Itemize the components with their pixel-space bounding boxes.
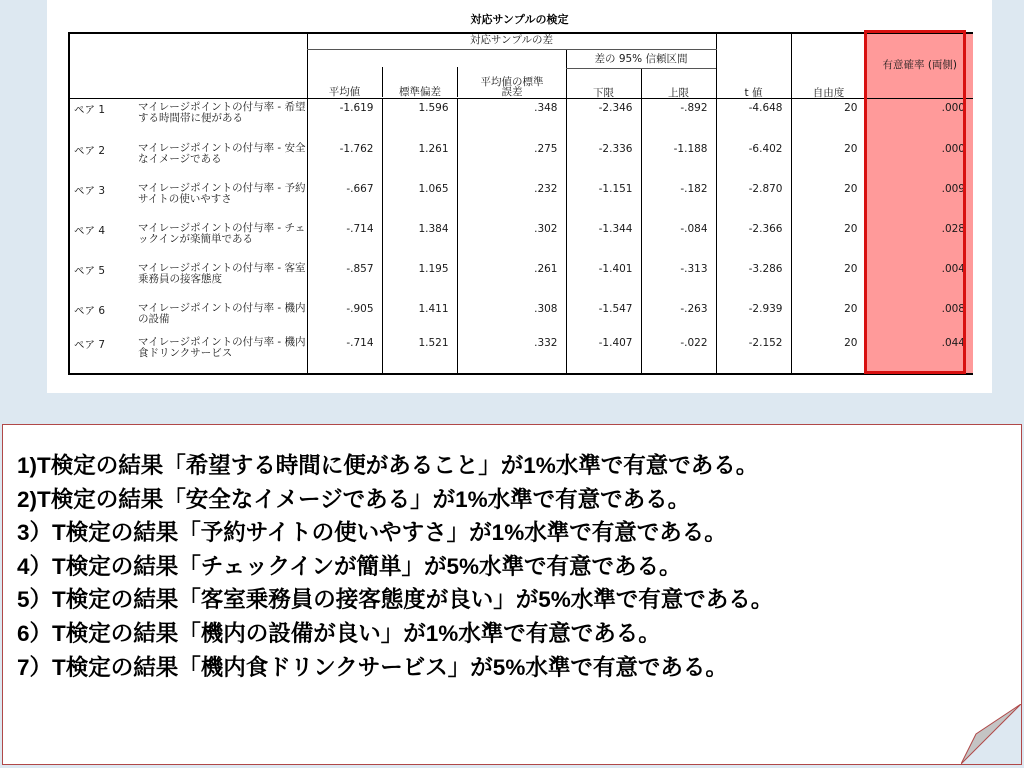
t-value-cell: -2.366 (716, 220, 791, 260)
t-value-cell: -4.648 (716, 98, 791, 140)
sd-cell: 1.521 (382, 334, 457, 375)
pair-label: ペア 6 (74, 305, 106, 317)
upper-header: 上限 (641, 68, 716, 98)
upper-cell: -.263 (641, 300, 716, 334)
table-body (68, 98, 973, 375)
conclusion-note (2, 424, 1022, 765)
t-value-cell: -2.939 (716, 300, 791, 334)
upper-cell: -.182 (641, 180, 716, 220)
sd-header: 標準偏差 (382, 67, 457, 97)
pair-description: マイレージポイントの付与率 - チェックインが楽簡単である (138, 222, 306, 245)
sd-cell: 1.195 (382, 260, 457, 300)
conclusion-item: 4）T検定の結果「チェックインが簡単」が5%水準で有意である。 (17, 553, 682, 579)
sd-cell: 1.261 (382, 140, 457, 180)
conclusion-item: 7）T検定の結果「機内食ドリンクサービス」が5%水準で有意である。 (17, 654, 728, 680)
sig-cell: .004 (866, 260, 973, 300)
df-cell: 20 (791, 98, 866, 140)
t-value-cell: -3.286 (716, 260, 791, 300)
df-cell: 20 (791, 180, 866, 220)
table-row (68, 98, 973, 140)
sig-cell: .008 (866, 300, 973, 334)
mean-cell: -.667 (307, 180, 382, 220)
page-curl-icon (961, 704, 1021, 764)
mean-cell: -1.762 (307, 140, 382, 180)
ci-header: 差の 95% 信頼区間 (566, 49, 716, 68)
t-value-header: t 値 (716, 32, 791, 98)
sd-cell: 1.411 (382, 300, 457, 334)
conclusion-item: 6）T検定の結果「機内の設備が良い」が1%水準で有意である。 (17, 620, 661, 646)
pair-label: ペア 2 (74, 145, 106, 157)
t-value-cell: -2.870 (716, 180, 791, 220)
t-value-cell: -2.152 (716, 334, 791, 375)
pair-label: ペア 3 (74, 185, 106, 197)
table-title: 対応サンプルの検定 (470, 13, 569, 26)
mean-cell: -.857 (307, 260, 382, 300)
se-cell: .332 (457, 334, 566, 375)
lower-cell: -1.401 (566, 260, 641, 300)
df-header: 自由度 (791, 32, 866, 98)
upper-cell: -.084 (641, 220, 716, 260)
se-cell: .302 (457, 220, 566, 260)
conclusion-item: 2)T検定の結果「安全なイメージである」が1%水準で有意である。 (17, 486, 691, 512)
upper-cell: -.313 (641, 260, 716, 300)
lower-cell: -1.151 (566, 180, 641, 220)
pair-description: マイレージポイントの付与率 - 安全なイメージである (138, 142, 306, 165)
stats-subheaders (307, 68, 566, 98)
conclusion-item: 1)T検定の結果「希望する時間に便があること」が1%水準で有意である。 (17, 453, 759, 478)
upper-cell: -.892 (641, 98, 716, 140)
lower-cell: -2.346 (566, 98, 641, 140)
pair-description: マイレージポイントの付与率 - 機内の設備 (138, 302, 306, 325)
sig-header: 有意確率 (両側) (866, 32, 973, 98)
sd-cell: 1.065 (382, 180, 457, 220)
se-header: 平均値の標準誤差 (457, 67, 566, 97)
lower-cell: -2.336 (566, 140, 641, 180)
se-cell: .308 (457, 300, 566, 334)
pair-label: ペア 1 (74, 103, 106, 116)
mean-cell: -.714 (307, 220, 382, 260)
se-cell: .232 (457, 180, 566, 220)
lower-header: 下限 (566, 68, 641, 98)
df-cell: 20 (791, 220, 866, 260)
table-row (68, 140, 973, 180)
sig-cell: .009 (866, 180, 973, 220)
upper-cell: -.022 (641, 334, 716, 375)
sig-cell: .044 (866, 334, 973, 375)
se-cell: .275 (457, 140, 566, 180)
sig-cell: .000 (866, 140, 973, 180)
pair-description: マイレージポイントの付与率 - 希望する時間帯に便がある (138, 100, 306, 124)
conclusion-item: 3）T検定の結果「予約サイトの使いやすさ」が1%水準で有意である。 (17, 520, 727, 546)
pair-label: ペア 4 (74, 225, 106, 237)
se-cell: .261 (457, 260, 566, 300)
table-row (68, 260, 973, 300)
lower-cell: -1.547 (566, 300, 641, 334)
se-cell: .348 (457, 98, 566, 140)
df-cell: 20 (791, 334, 866, 375)
mean-cell: -.714 (307, 334, 382, 375)
row-label-header (68, 32, 307, 98)
upper-cell: -1.188 (641, 140, 716, 180)
pair-label: ペア 7 (74, 339, 106, 351)
mean-cell: -1.619 (307, 98, 382, 140)
sig-cell: .000 (866, 98, 973, 140)
lower-cell: -1.344 (566, 220, 641, 260)
mean-header: 平均値 (328, 86, 361, 98)
pair-description: マイレージポイントの付与率 - 予約サイトの使いやすさ (138, 182, 306, 205)
table-row (68, 220, 973, 260)
conclusion-list (17, 449, 773, 684)
conclusion-item: 5）T検定の結果「客室乗務員の接客態度が良い」が5%水準で有意である。 (17, 587, 774, 613)
pair-description: マイレージポイントの付与率 - 客室乗務員の接客態度 (138, 262, 306, 285)
lower-cell: -1.407 (566, 334, 641, 375)
paired-differences-header: 対応サンプルの差 (307, 32, 716, 49)
table-row (68, 180, 973, 220)
df-cell: 20 (791, 300, 866, 334)
sd-cell: 1.596 (382, 98, 457, 140)
sig-cell: .028 (866, 220, 973, 260)
pair-label: ペア 5 (74, 265, 106, 277)
t-value-cell: -6.402 (716, 140, 791, 180)
sd-cell: 1.384 (382, 220, 457, 260)
pair-description: マイレージポイントの付与率 - 機内食ドリンクサービス (138, 336, 306, 359)
df-cell: 20 (791, 140, 866, 180)
mean-cell: -.905 (307, 300, 382, 334)
df-cell: 20 (791, 260, 866, 300)
table-row (68, 300, 973, 334)
table-row (68, 334, 973, 375)
